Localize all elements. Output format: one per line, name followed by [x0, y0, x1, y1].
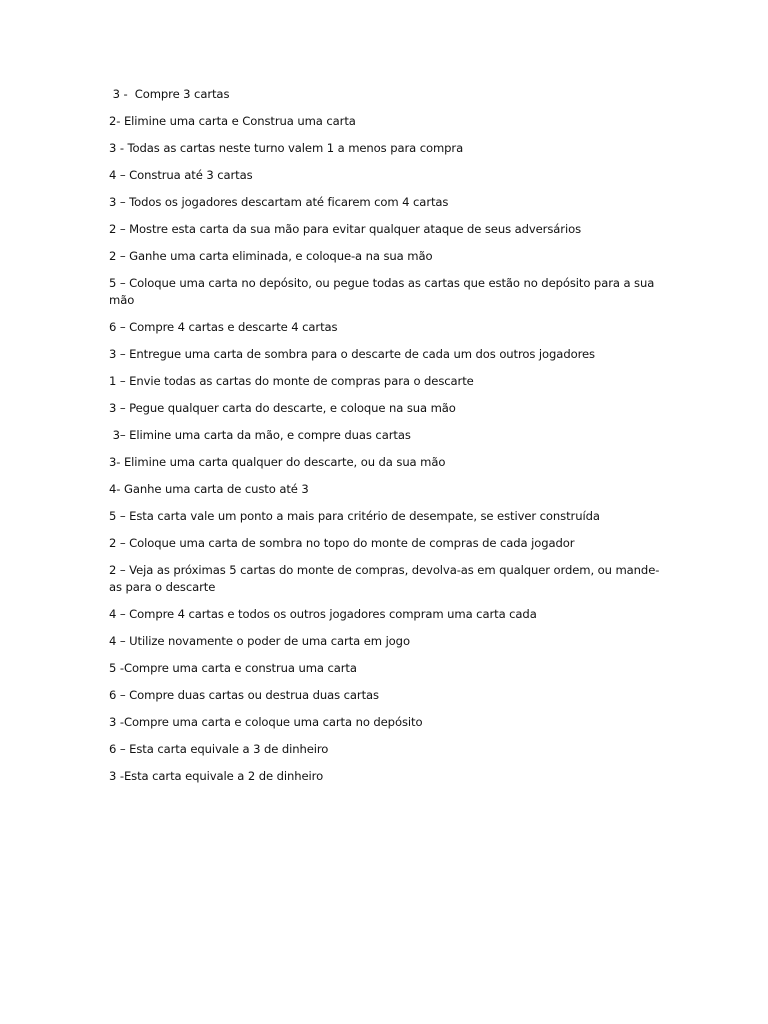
list-item: 3 – Pegue qualquer carta do descarte, e coloque na sua mão	[109, 401, 456, 415]
list-item: 2 – Veja as próximas 5 cartas do monte de compras, devolva-as em qualquer ordem, ou mande-as para o descarte	[109, 563, 660, 594]
list-item: 4 – Construa até 3 cartas	[109, 168, 253, 182]
list-item: 2 – Coloque uma carta de sombra no topo do monte de compras de cada jogador	[109, 536, 575, 550]
list-item: 3 - Todas as cartas neste turno valem 1 a menos para compra	[109, 141, 464, 155]
card-effects-list	[109, 86, 669, 795]
list-item: 2 – Ganhe uma carta eliminada, e coloque-a na sua mão	[109, 249, 433, 263]
list-item: 3 -Esta carta equivale a 2 de dinheiro	[109, 769, 324, 783]
list-item: 3 -Compre uma carta e coloque uma carta no depósito	[109, 715, 423, 729]
list-item: 6 – Compre duas cartas ou destrua duas cartas	[109, 688, 379, 702]
list-item: 2 – Mostre esta carta da sua mão para evitar qualquer ataque de seus adversários	[109, 222, 582, 236]
list-item: 3 - Compre 3 cartas	[109, 87, 230, 101]
list-item: 3- Elimine uma carta qualquer do descarte, ou da sua mão	[109, 455, 446, 469]
list-item: 3– Elimine uma carta da mão, e compre duas cartas	[109, 428, 411, 442]
list-item: 3 – Todos os jogadores descartam até ficarem com 4 cartas	[109, 195, 449, 209]
list-item: 6 – Compre 4 cartas e descarte 4 cartas	[109, 320, 338, 334]
list-item: 5 -Compre uma carta e construa uma carta	[109, 661, 357, 675]
list-item: 6 – Esta carta equivale a 3 de dinheiro	[109, 742, 329, 756]
list-item: 3 – Entregue uma carta de sombra para o descarte de cada um dos outros jogadores	[109, 347, 595, 361]
list-item: 4 – Utilize novamente o poder de uma carta em jogo	[109, 634, 410, 648]
list-item: 5 – Esta carta vale um ponto a mais para critério de desempate, se estiver construída	[109, 509, 600, 523]
list-item: 1 – Envie todas as cartas do monte de compras para o descarte	[109, 374, 474, 388]
list-item: 4- Ganhe uma carta de custo até 3	[109, 482, 309, 496]
list-item: 2- Elimine uma carta e Construa uma carta	[109, 114, 356, 128]
list-item: 5 – Coloque uma carta no depósito, ou pegue todas as cartas que estão no depósito para a sua mão	[109, 276, 658, 307]
list-item: 4 – Compre 4 cartas e todos os outros jogadores compram uma carta cada	[109, 607, 537, 621]
